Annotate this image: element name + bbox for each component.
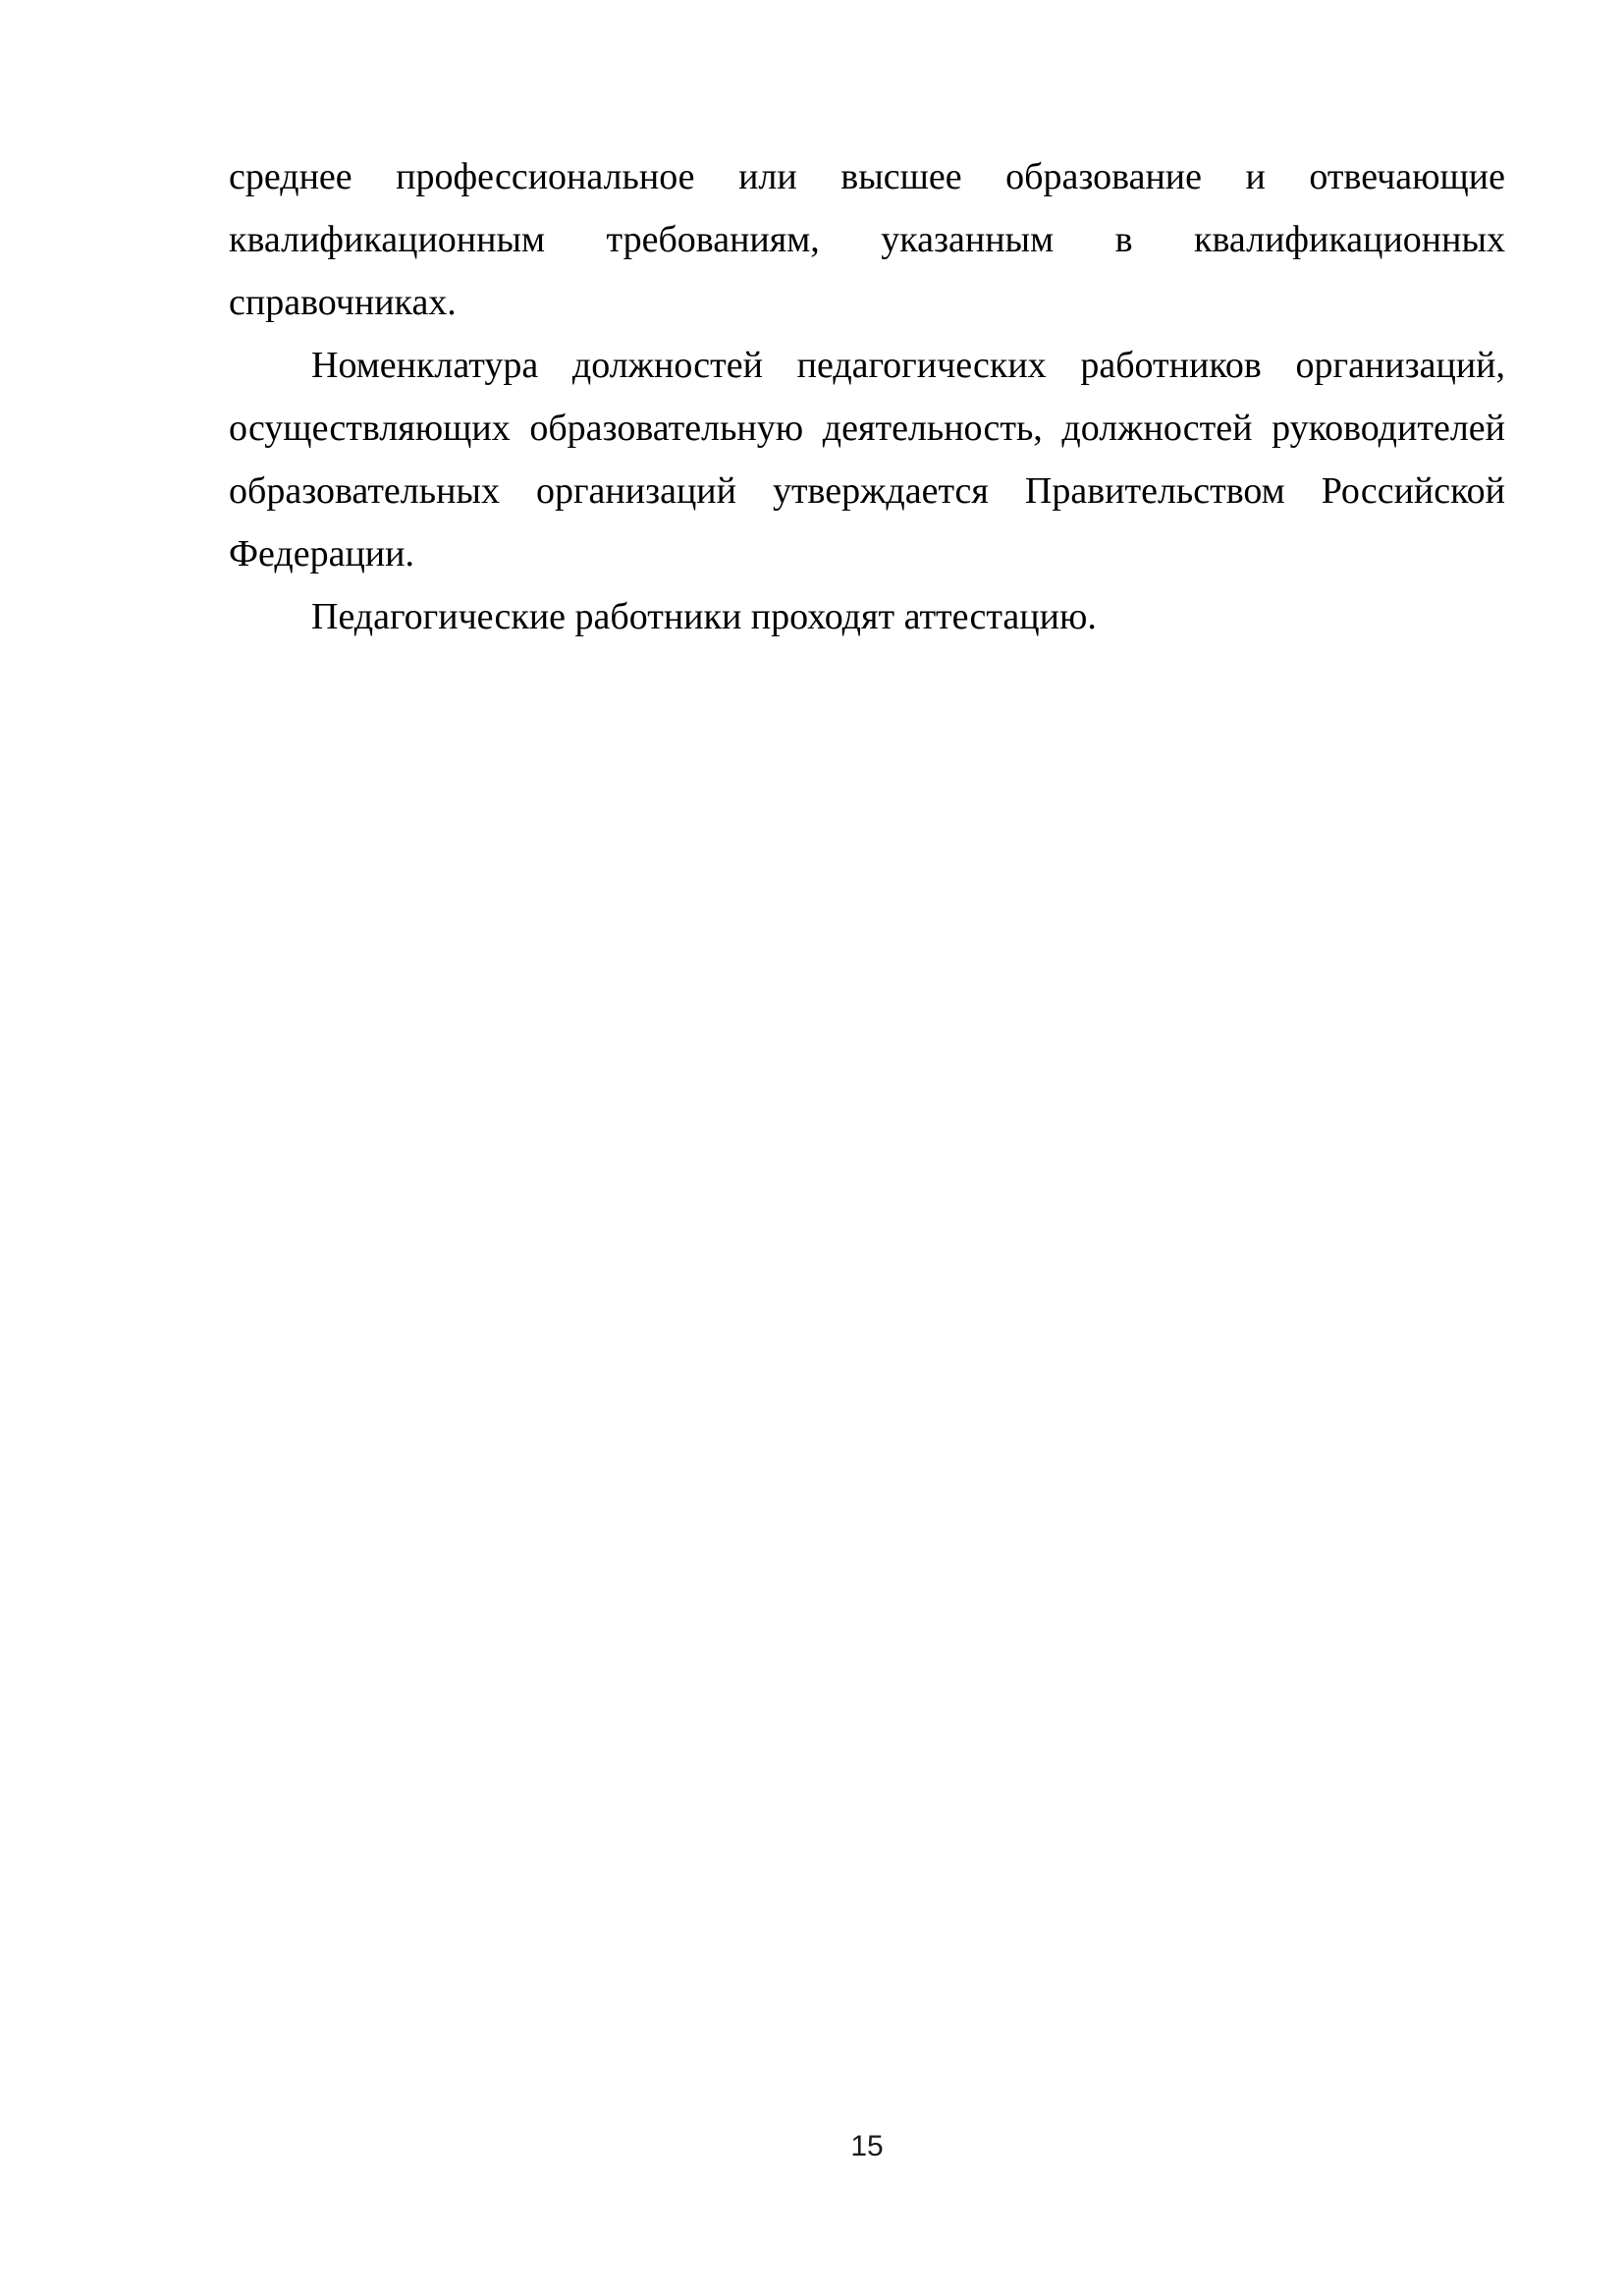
text-line: образовательных организаций утверждается Правительством Российской [229, 470, 1505, 512]
document-text [229, 145, 1505, 648]
text-line: Федерации. [229, 533, 414, 574]
paragraph-3 [229, 585, 1505, 648]
text-line: Педагогические работники проходят аттестацию. [311, 596, 1097, 637]
text-line: квалификационным требованиям, указанным в квалификационных [229, 219, 1505, 260]
paragraph-1 [229, 145, 1505, 334]
text-line: справочниках. [229, 282, 457, 323]
page-number: 15 [850, 2130, 884, 2162]
text-line: среднее профессиональное или высшее образование и отвечающие [229, 156, 1505, 197]
text-line: Номенклатура должностей педагогических работников организаций, [311, 345, 1505, 386]
text-line: осуществляющих образовательную деятельность, должностей руководителей [229, 408, 1505, 449]
paragraph-2 [229, 334, 1505, 585]
